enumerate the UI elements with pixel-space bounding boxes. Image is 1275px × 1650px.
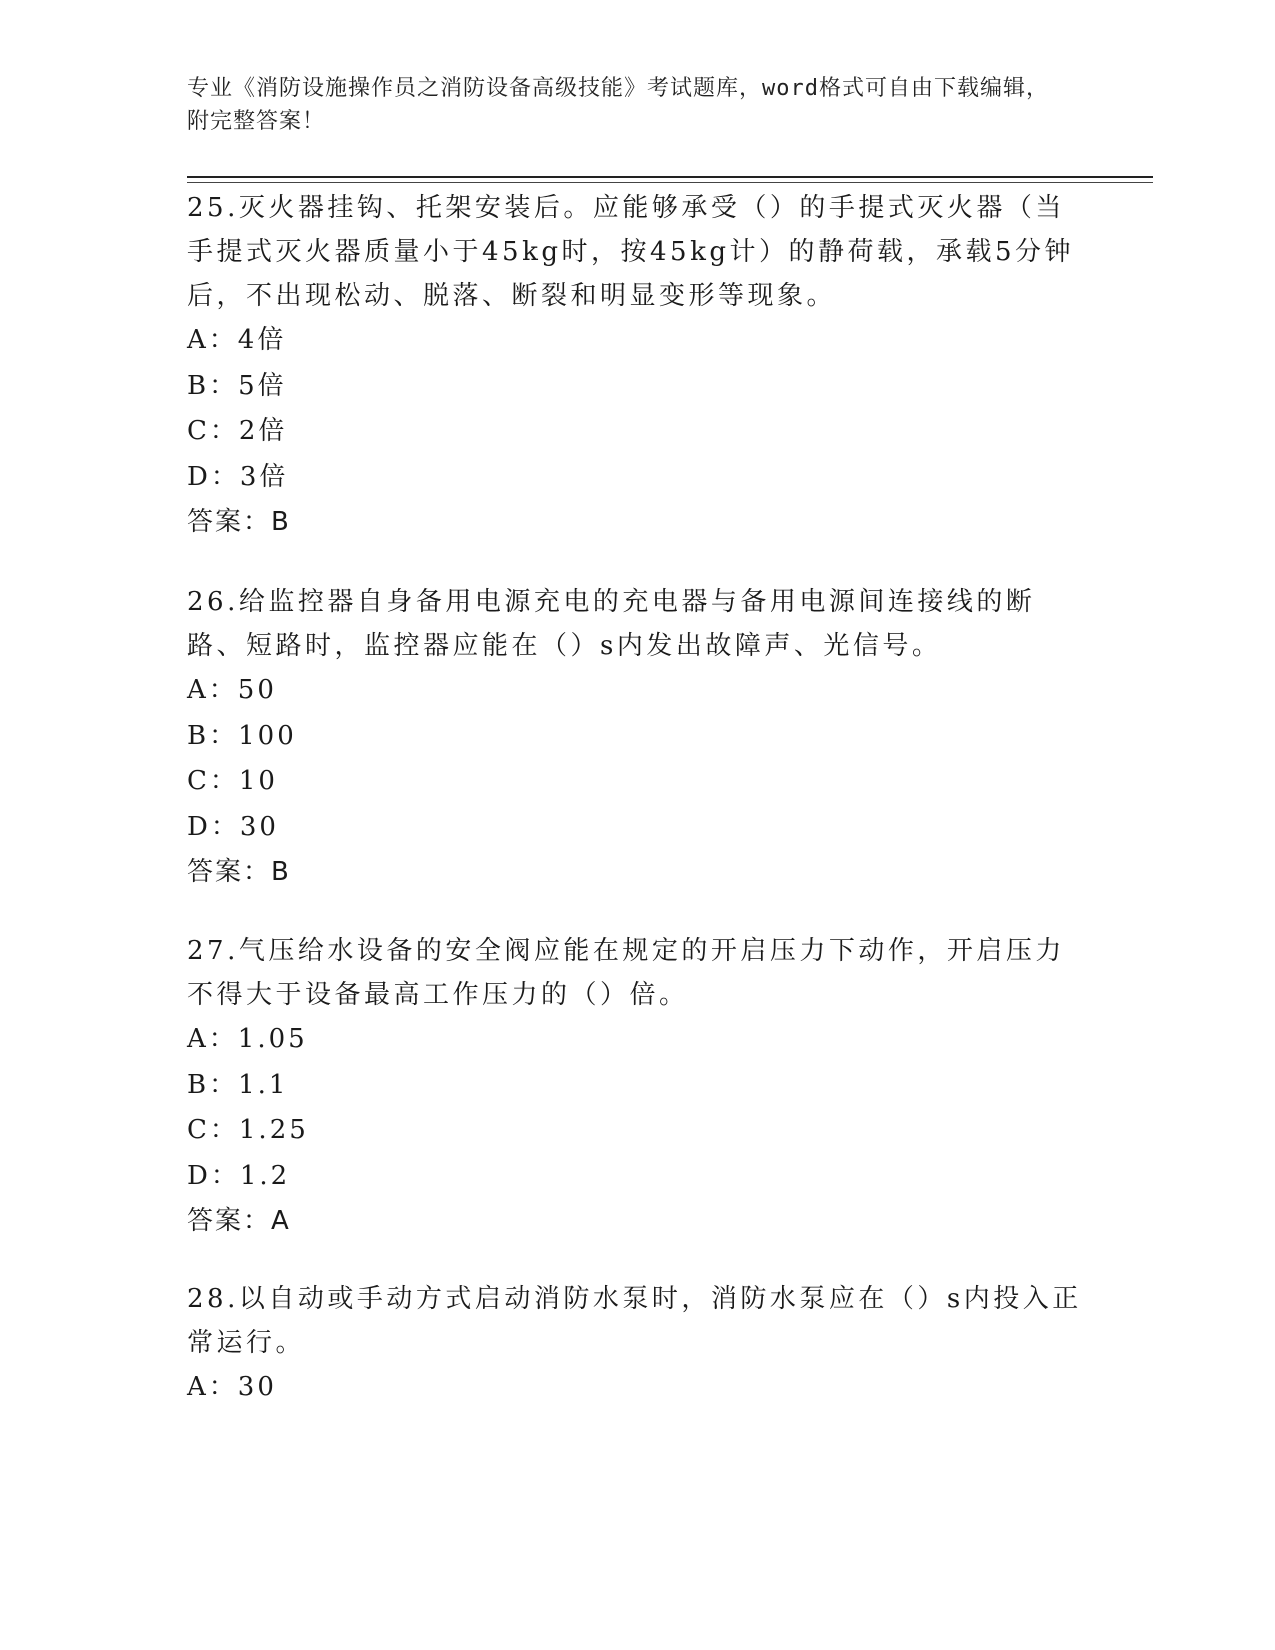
- question-text: 25.灭火器挂钩、托架安装后。应能够承受（）的手提式灭火器（当手提式灭火器质量小于45kg时，按45kg计）的静荷载，承载5分钟后，不出现松动、脱落、断裂和明显变形等现象。: [187, 193, 1075, 311]
- option-b: B：1.1: [187, 1069, 289, 1100]
- option-a: A：30: [187, 1372, 277, 1402]
- question-text: 27.气压给水设备的安全阀应能在规定的开启压力下动作，开启压力不得大于设备最高工作压力的（）倍。: [187, 936, 1065, 1010]
- question-27: [187, 929, 1087, 1244]
- option-c: C：2倍: [187, 416, 288, 446]
- option-a: A：1.05: [187, 1024, 308, 1054]
- answer-line: [187, 850, 1087, 895]
- answer-label: 答案：: [187, 857, 272, 887]
- answer-label: 答案：: [187, 1206, 272, 1236]
- option-a: A：4倍: [187, 325, 287, 355]
- option-d: D：1.2: [187, 1160, 291, 1191]
- answer-value: A: [271, 1206, 291, 1236]
- answer-line: [187, 1199, 1087, 1244]
- option-b: B：100: [187, 720, 297, 751]
- question-26: [187, 580, 1087, 895]
- header-rule-thin: [187, 182, 1153, 183]
- option-b: B：5倍: [187, 370, 287, 401]
- option-a: A：50: [187, 675, 277, 705]
- answer-value: B: [271, 507, 291, 537]
- answer-line: [187, 500, 1087, 545]
- answer-label: 答案：: [187, 507, 272, 537]
- question-25: [187, 186, 1087, 545]
- answer-value: B: [271, 857, 291, 887]
- option-d: D：30: [187, 811, 279, 842]
- option-c: C：10: [187, 766, 278, 796]
- header-rule-thick: [187, 176, 1153, 178]
- question-28: [187, 1277, 1087, 1411]
- document-intro: 专业《消防设施操作员之消防设备高级技能》考试题库，word格式可自由下载编辑，附完整答案！: [187, 76, 1049, 134]
- question-text: 26.给监控器自身备用电源充电的充电器与备用电源间连接线的断路、短路时，监控器应能在（）s内发出故障声、光信号。: [187, 587, 1036, 661]
- option-d: D：3倍: [187, 461, 289, 492]
- option-c: C：1.25: [187, 1115, 309, 1145]
- question-text: 28.以自动或手动方式启动消防水泵时，消防水泵应在（）s内投入正常运行。: [187, 1284, 1082, 1358]
